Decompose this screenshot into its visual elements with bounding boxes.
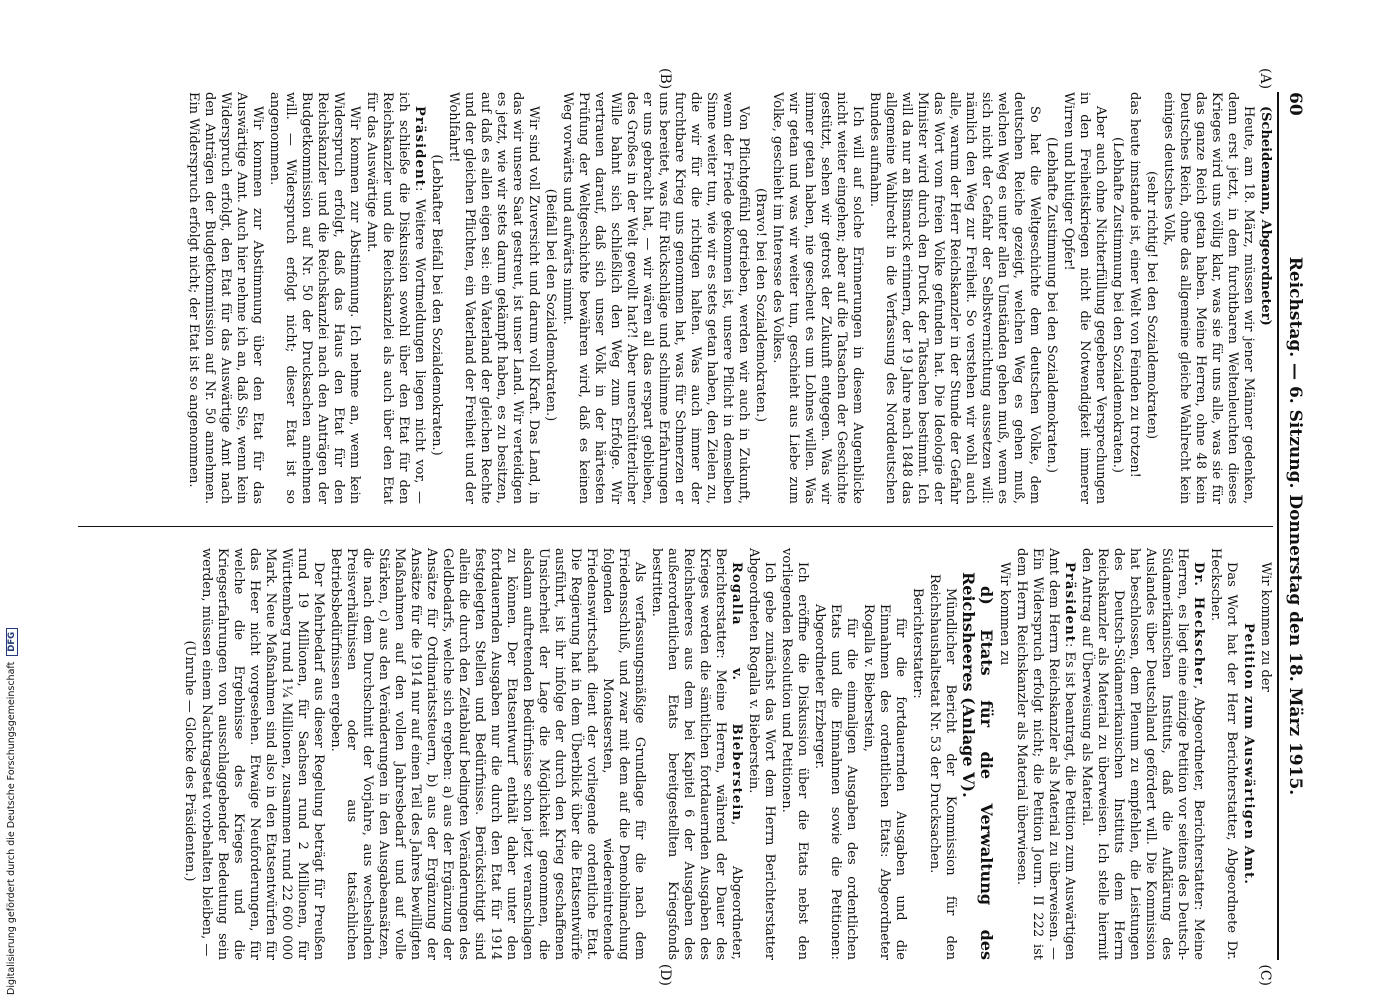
paragraph: Wir kommen zur Abstimmung über den Etat für das Auswärtige Amt. Auch hier nehme ich an, daß Sie, wenn kein Widerspruch erfolgt, den Etat für das Auswärtige Amt nach den Anträgen der Budgetkommission auf Nr. 50 annehmen. Ein Widerspruch erfolgt nicht; der Etat ist so angenommen.	[186, 92, 265, 504]
margin-marker-d: (D)	[657, 963, 673, 986]
credit-text: Digitalisierung gefördert durch die Deutsche Forschungsgemeinschaft	[6, 661, 17, 995]
running-title: Reichstag. — 6. Sitzung. Donnerstag den 18. März 1915.	[1285, 256, 1305, 796]
paragraph: Berichterstatter:	[910, 588, 925, 699]
paragraph: Ich gebe zunächst das Wort dem Herrn Berichterstatter Abgeordneten Rogalla v. Bieberstein.	[746, 548, 777, 960]
paragraph: Petition zum Auswärtigen Amt.	[1241, 622, 1256, 886]
speaker-paragraph: Dr. Heckscher, Abgeordneter, Berichterstatter: Meine Herren, es liegt eine einzige Petition vor seitens des Deutsch-Südamerikanischen Instituts, daß die Aufklärung des Auslandes über Deutschland gefördert will. Die Kommission hat beschlossen, dem Plenum zu empfehlen, die Leistungen des Deutsch-Südamerikanischen Instituts dem Herrn Reichskanzler als Material zu überweisen. Ich stelle hiermit den Antrag auf Überweisung als Material.	[1079, 548, 1206, 960]
left-column	[78, 92, 1273, 526]
interjection: (sehr richtig! bei den Sozialdemokraten)	[1144, 170, 1159, 440]
header-rule	[1277, 92, 1279, 960]
speaker-name: Rogalla v. Bieberstein	[729, 562, 744, 822]
paragraph: Das Wort hat der Herr Berichterstatter, Abgeordnete Dr. Heckscher.	[1208, 548, 1239, 960]
page-header	[1283, 92, 1305, 960]
right-column	[78, 526, 1273, 960]
speaker-paragraph: Präsident: Es ist beantragt, die Petition zum Auswärtigen Amt dem Herrn Reichskanzler als Material zu überweisen. — Ein Widerspruch erfolgt nicht; die Petition Journ. II 222 ist dem Herrn Reichskanzler als Material überwiesen.	[1014, 548, 1077, 960]
paragraph: das heute imstande ist, einer Welt von Feinden zu trotzen!	[1127, 92, 1142, 478]
speaker-paragraph: Präsident: Weitere Wortmeldungen liegen nicht vor, — ich schließe die Diskussion sowohl über den Etat für den Reichskanzler und die Reichskanzlei als auch über den Etat für das Auswärtige Amt.	[364, 92, 427, 504]
paragraph: Ich eröffne die Diskussion über die Etats nebst den vorliegenden Resolution und Petitionen.	[779, 548, 810, 960]
paragraph: Ich will auf solche Erinnerungen in diesem Augenblicke nicht weiter eingehen; aber auf die Tatsachen der Geschichte gestützt, sehen wir getrost der Zukunft entgegen. Was wir immer getan haben, nie gescheut es um Lohnes willen. Was wir getan und was wir weiter tun, geschieht aus Liebe zum Volke, geschieht im Interesse des Volkes.	[770, 92, 865, 504]
margin-marker-c: (C)	[1257, 964, 1273, 986]
interjection: (Bravo! bei den Sozialdemokraten.)	[753, 187, 768, 423]
interjection: (Unruhe — Glocke des Präsidenten.)	[182, 640, 197, 882]
paragraph: Als verfassungsmäßige Grundlage für die nach dem Friedensschluß, und zwar mit dem auf die Demobilmachung folgenden Monatsersten, wiedereintretende Friedenswirtschaft dient der vorliegende ordentliche Etat. Die Regierung hat in dem Überblick über die Etatsentwürfe ausführt, ist ihr infolge der durch den Krieg geschaffenen Unsicherheit der Lage die Möglichkeit genommen, die alsdann auftretenden Bedürfnisse schon jetzt veranschlagen zu können. Der Etatsentwurf enthält daher unter den fortdauernden Ausgaben nur die durch den Etat für 1914 festgelegten Stellen und Bedürfnisse. Berücksichtigt sind allein die durch den Zeitablauf bedingten Veränderungen des Geldbedarfs, welche sich ergeben: a) aus der Ergänzung der Ansätze für Ordinariatssteuern, b) aus der Ergänzung der Ansätze für die 1914 nur auf einen Teil des Jahres bewilligten Maßnahmen auf den vollen Jahresbedarf und auf volle Stärken, c) aus den Veränderungen in den Ausgabeansätzen, die nach dem Durchschnitt der Vorjahre, aus wechselnden Preisverhältnissen oder aus tatsächlichen Betriebsbedürfnissen ergeben.	[328, 548, 647, 960]
margin-marker-a: (A)	[1257, 68, 1273, 90]
speaker-paragraph: (Scheidemann, Abgeordneter)	[1258, 106, 1273, 326]
speaker-name: Dr. Heckscher	[1191, 562, 1206, 686]
paragraph: Der Mehrbedarf aus dieser Regelung beträgt für Preußen rund 19 Millionen, für Sachsen rund 2 Millionen, für Württemberg rund 1¼ Millionen, zusammen rund 22 600 000 Mark. Neue Maßnahmen sind also in den Etatsentwürfen für das Heer nicht vorgesehen. Etwaige Neuforderungen, für welche die Ergebnisse des Krieges und die Kriegserfahrungen von ausschlaggebender Bedeutung sein werden, müssen einem Nachtragsetat vorbehalten bleiben, —	[199, 548, 326, 960]
interjection: (Lebhafter Beifall bei den Sozialdemokraten.)	[429, 154, 444, 456]
speaker-name: Präsident	[412, 106, 427, 187]
paragraph: Von Pflichtgefühl getrieben, werden wir auch in Zukunft, wenn der Friede gekommen ist, unsere Pflicht in demselben Sinne weiter tun, wie wir es stets getan haben, den Zielen zu, die wir für die richtigen halten. Was auch immer der furchtbare Krieg uns genommen hat, was für Schmerzen er uns bereitet, was für Rückschläge und schlimme Erfahrungen er uns gebracht hat, — wir wären all das erspart geblieben, des Großes in der Welt gewollt hat?! Aber unerschütterlicher Wille bahnt sich schließlich den Weg zum Erfolge. Wir vertrauen darauf, daß sich unser Volk in der härtesten Prüfung der Weltgeschichte bewähren wird, daß es keinen Weg vorwärts und aufwärts nimmt.	[560, 92, 751, 504]
digitization-credit	[6, 628, 18, 995]
dfg-logo: DFG	[6, 628, 18, 656]
paragraph: Mündlicher Bericht der Kommission für den Reichshaushaltsetat Nr. 53 der Drucksachen.	[927, 574, 958, 960]
paragraph: Heute, am 18. März, müssen wir jener Männer gedenken, denn erst jetzt, in dem furchtbaren Weltenleuchten dieses Krieges wird uns völlig klar, was sie für uns alle, was sie für das ganze Reich getan haben. Meine Herren, ohne 48 kein Deutsches Reich, ohne das allgemeine gleiche Wahlrecht kein einiges deutsches Volk,	[1161, 92, 1256, 504]
paragraph: Aber auch ohne Nichterfüllung gegebener Versprechungen in den Freiheitskriegen nicht die Notwendigkeit immerer Wirren und blutiger Opfer!	[1061, 92, 1108, 504]
paragraph: für die fortdauernden Ausgaben und die Einnahmen des ordentlichen Etats: Abgeordneter Rogalla v. Bieberstein,	[861, 604, 908, 960]
paragraph: Wir kommen zur Abstimmung. Ich nehme an, wenn kein Widerspruch erfolgt, daß das Haus den Etat für den Reichskanzler und die Reichskanzlei nach den Anträgen der Budgetkommission auf Nr. 50 der Drucksachen annehmen will. — Widerspruch erfolgt nicht; dieser Etat ist so angenommen.	[267, 92, 362, 504]
paragraph: für die einmaligen Ausgaben des ordentlichen Etats und die Einnahmen sowie die Petitionen: Abgeordneter Erzberger.	[812, 604, 859, 960]
columns	[78, 68, 1273, 986]
paragraph: Wir kommen zu	[997, 562, 1012, 666]
interjection: (Lebhafte Zustimmung bei den Sozialdemokraten.)	[1110, 137, 1125, 473]
interjection: (Lebhafte Zustimmung bei den Sozialdemokraten.)	[1044, 137, 1059, 473]
paragraph: So hat die Weltgeschichte dem deutschen Volke, dem deutschen Reiche gezeigt, welchen Weg es gehen muß, welchen Weg es unter allen Umständen gehen muß, wenn es sich nicht der Gefahr der Selbstvernichtung aussetzen will: nämlich den Weg zur Freiheit. So verstehen wir wohl auch alle, warum der Herr Reichskanzler in der Stunde der Gefahr das Wort vom freien Volke gefunden hat. Die Ideologie der Minister wird durch den Druck der Tatsachen bestimmt. Ich will da nur an Bismarck erinnern, der 19 Jahre nach 1848 das allgemeine Wahlrecht in die Verfassung des Norddeutschen Bundes aufnahm.	[867, 92, 1042, 504]
speaker-paragraph: Rogalla v. Bieberstein, Abgeordneter, Berichterstatter: Meine Herren, während der Dauer des Krieges werden die sämtlichen fortdauernden Ausgaben des Reichsheeres aus dem bei Kapitel 6 der Ausgaben des außerordentlichen Etats bereitgestellten Kriegsfonds bestritten.	[649, 548, 744, 960]
paragraph: Wir sind voll Zuversicht und darum voll Kraft. Das Land, in das wir unsere Saat gestreut, ist unser Land. Wir verteidigen es jetzt, wie wir stets darum gekämpft haben, es zu besitzen, auf daß es allen eigen sei: ein Vaterland der gleichen Rechte und der gleichen Pflichten, ein Vaterland der Freiheit und der Wohlfahrt!	[446, 92, 541, 504]
paragraph: Wir kommen zu der	[1258, 562, 1273, 692]
agenda-heading: d) Etats für die Verwaltung des Reichsheeres (Anlage V).	[959, 572, 996, 960]
interjection: (Beifall bei den Sozialdemokraten.)	[543, 188, 558, 422]
page-number: 60	[1285, 92, 1305, 116]
speaker-name: Präsident	[1062, 562, 1077, 643]
margin-marker-b: (B)	[657, 68, 673, 90]
